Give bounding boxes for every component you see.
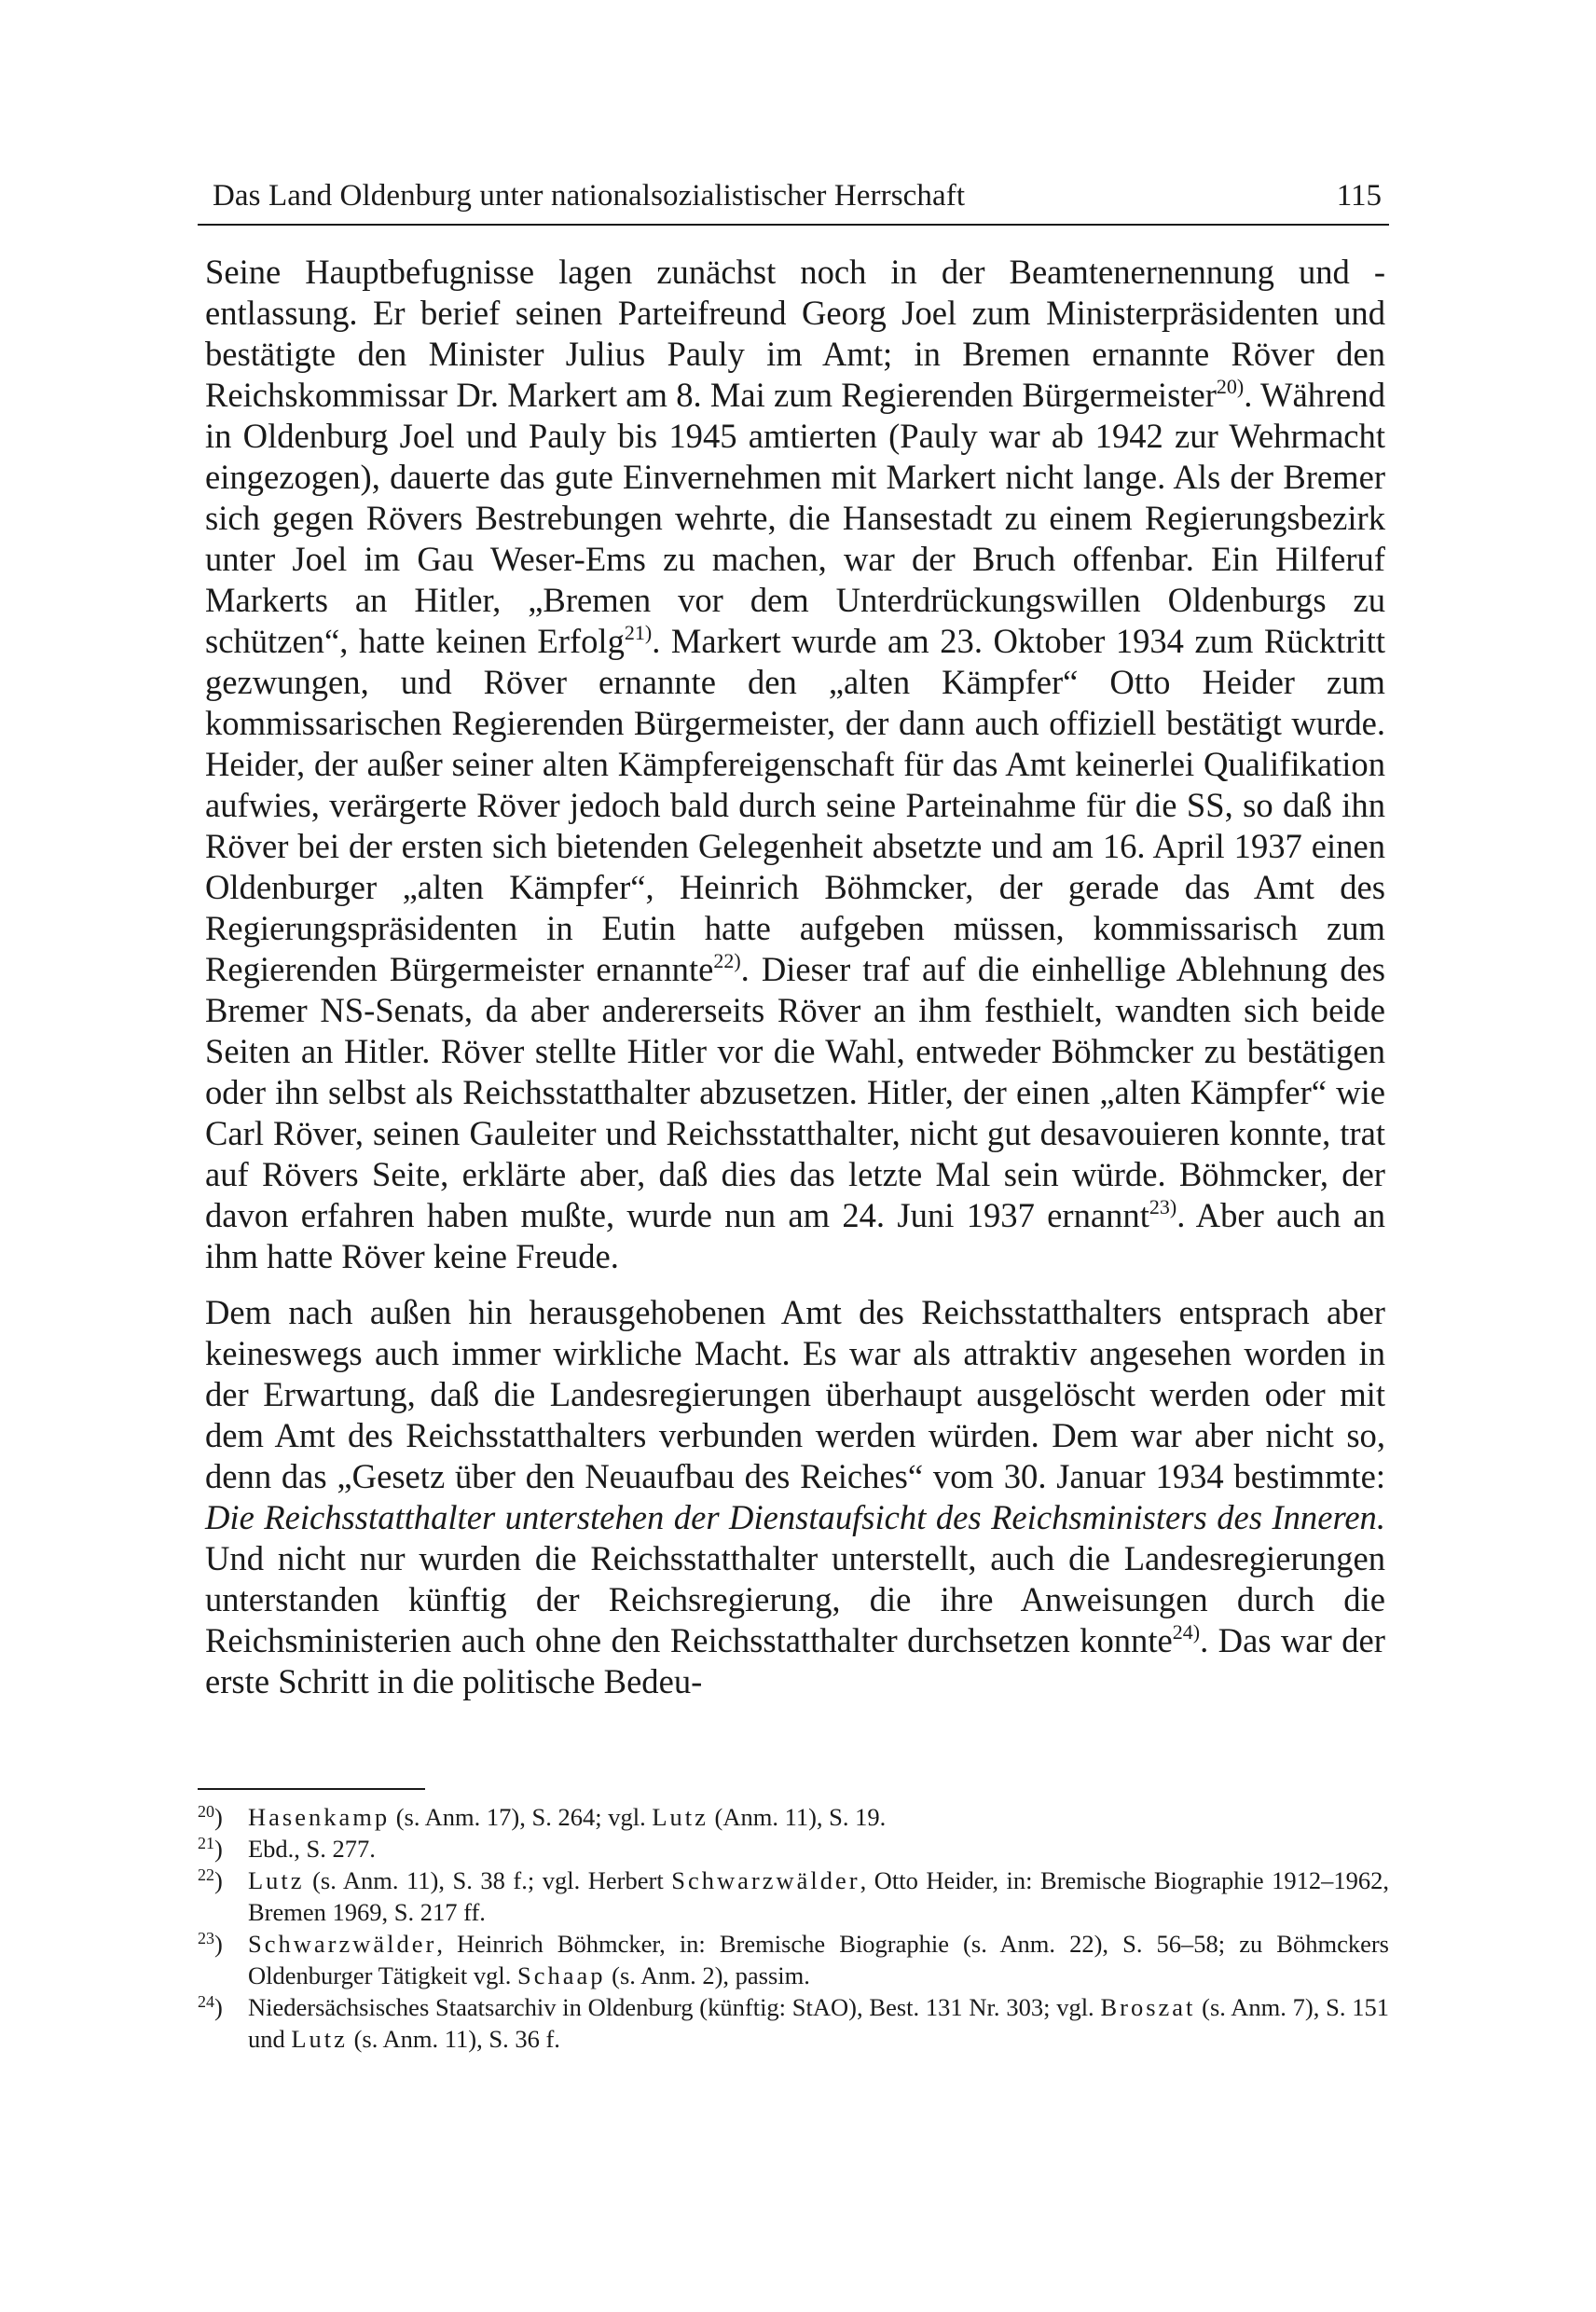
footnote [198, 1801, 1389, 1833]
footnote [198, 1833, 1389, 1865]
running-head-title: Das Land Oldenburg unter nationalsozialistischer Herrschaft [213, 179, 966, 213]
author-name: Broszat [1100, 1993, 1196, 2021]
author-name: Lutz [652, 1803, 709, 1831]
footnote-number: $^{21}$) [198, 1834, 223, 1863]
author-name: Lutz [291, 2025, 348, 2053]
text-run: (Anm. 11), S. 19. [708, 1803, 887, 1831]
footnote-number: $^{20}$) [198, 1802, 223, 1831]
footnote [198, 1928, 1389, 1991]
text-run: (s. Anm. 17), S. 264; vgl. [390, 1803, 653, 1831]
text-run: , Otto Heider, in: Bremische Biographie 1912–1962, Bremen 1969, S. 217 ff. [248, 1866, 1389, 1926]
text-run: . Aber auch an ihm hatte Röver keine Freude. [205, 1196, 1385, 1275]
main-text [205, 252, 1385, 1702]
footnote-reference: 20) [1216, 375, 1245, 398]
footnote-number: $^{23}$) [198, 1929, 223, 1958]
running-head [198, 168, 1389, 224]
header-rule [198, 224, 1389, 226]
author-name: Schwarzwälder [671, 1866, 860, 1894]
text-run: . Markert wurde am 23. Oktober 1934 zum Rücktritt gezwungen, und Röver ernannte den „alten Kämpfer“ Otto Heider zum kommissarischen Regierenden Bürgermeister, der dann auch offiziell bestätigt wurde. Heider, der außer seiner alten Kämpfereigenschaft für das Amt keinerlei Qualifikation aufwies, verärgerte Röver jedoch bald durch seine Parteinahme für die SS, so daß ihn Röver bei der ersten sich bietenden Gelegenheit absetzte und am 16. April 1937 einen Oldenburger „alten Kämpfer“, Heinrich Böhmcker, der gerade das Amt des Regierungspräsidenten in Eutin hatte aufgeben müssen, kommissarisch zum Regierenden Bürgermeister ernannte [205, 622, 1385, 988]
footnote-reference: 24) [1172, 1620, 1201, 1644]
author-name: Schwarzwälder [248, 1930, 437, 1958]
author-name: Hasenkamp [248, 1803, 391, 1831]
italic-quote: Die Reichsstatthalter unterstehen der Dienstaufsicht des Reichsministers des Inneren. [205, 1498, 1385, 1536]
footnote-rule [198, 1788, 425, 1790]
footnote [198, 1865, 1389, 1928]
text-run: Und nicht nur wurden die Reichsstatthalter unterstellt, auch die Landesregierungen unterstanden künftig der Reichsregierung, die ihre Anweisungen durch die Reichsministerien auch ohne den Reichsstatthalter durchsetzen konnte [205, 1539, 1385, 1659]
text-run: Niedersächsisches Staatsarchiv in Oldenburg (künftig: StAO), Best. 131 Nr. 303; vgl. [248, 1993, 1101, 2021]
author-name: Schaap [517, 1961, 606, 1989]
body-paragraph [205, 252, 1385, 1277]
text-run: Ebd., S. 277. [248, 1835, 376, 1863]
text-run: , Heinrich Böhmcker, in: Bremische Biographie (s. Anm. 22), S. 56–58; zu Böhmckers Oldenburger Tätigkeit vgl. [248, 1930, 1389, 1989]
text-run: Seine Hauptbefugnisse lagen zunächst noch in der Beamtenernennung und -entlassung. Er berief seinen Parteifreund Georg Joel zum Ministerpräsidenten und bestätigte den Minister Julius Pauly im Amt; in Bremen ernannte Röver den Reichskommissar Dr. Markert am 8. Mai zum Regierenden Bürgermeister [205, 253, 1385, 414]
text-run: . Während in Oldenburg Joel und Pauly bis 1945 amtierten (Pauly war ab 1942 zur Wehrmacht eingezogen), dauerte das gute Einvernehmen mit Markert nicht lange. Als der Bremer sich gegen Rövers Bestrebungen wehrte, die Hansestadt zu einem Regierungsbezirk unter Joel im Gau Weser-Ems zu machen, war der Bruch offenbar. Ein Hilferuf Markerts an Hitler, „Bremen vor dem Unterdrückungswillen Oldenburgs zu schützen“, hatte keinen Erfolg [205, 376, 1385, 660]
author-name: Lutz [248, 1866, 305, 1894]
text-run: (s. Anm. 2), passim. [605, 1961, 810, 1989]
footnote [198, 1991, 1389, 2055]
footnote-reference: 21) [624, 621, 653, 644]
text-run: (s. Anm. 11), S. 38 f.; vgl. Herbert [304, 1866, 672, 1894]
text-run: . Dieser traf auf die einhellige Ablehnung des Bremer NS-Senats, da aber andererseits Röver an ihm festhielt, wandten sich beide Seiten an Hitler. Röver stellte Hitler vor die Wahl, entweder Böhmcker zu bestätigen oder ihn selbst als Reichsstatthalter abzusetzen. Hitler, der einen „alten Kämpfer“ wie Carl Röver, seinen Gauleiter und Reichsstatthalter, nicht gut desavouieren konnte, trat auf Rövers Seite, erklärte aber, daß dies das letzte Mal sein würde. Böhmcker, der davon erfahren haben mußte, wurde nun am 24. Juni 1937 ernannt [205, 950, 1385, 1234]
text-run: (s. Anm. 7), S. 151 und [248, 1993, 1389, 2053]
footnote-number: $^{24}$) [198, 1992, 223, 2021]
text-run: (s. Anm. 11), S. 36 f. [347, 2025, 560, 2053]
footnotes [198, 1801, 1389, 2055]
footnote-reference: 23) [1149, 1195, 1177, 1218]
body-paragraph [205, 1292, 1385, 1702]
page-number: 115 [1336, 179, 1382, 213]
footnote-number: $^{22}$) [198, 1865, 223, 1894]
footnote-reference: 22) [713, 949, 741, 972]
text-run: Dem nach außen hin herausgehobenen Amt des Reichsstatthalters entsprach aber keineswegs auch immer wirkliche Macht. Es war als attraktiv angesehen worden in der Erwartung, daß die Landesregierungen überhaupt ausgelöscht werden oder mit dem Amt des Reichsstatthalters verbunden werden würden. Dem war aber nicht so, denn das „Gesetz über den Neuaufbau des Reiches“ vom 30. Januar 1934 bestimmte: [205, 1293, 1385, 1495]
text-run: . Das war der erste Schritt in die politische Bedeu- [205, 1621, 1385, 1700]
